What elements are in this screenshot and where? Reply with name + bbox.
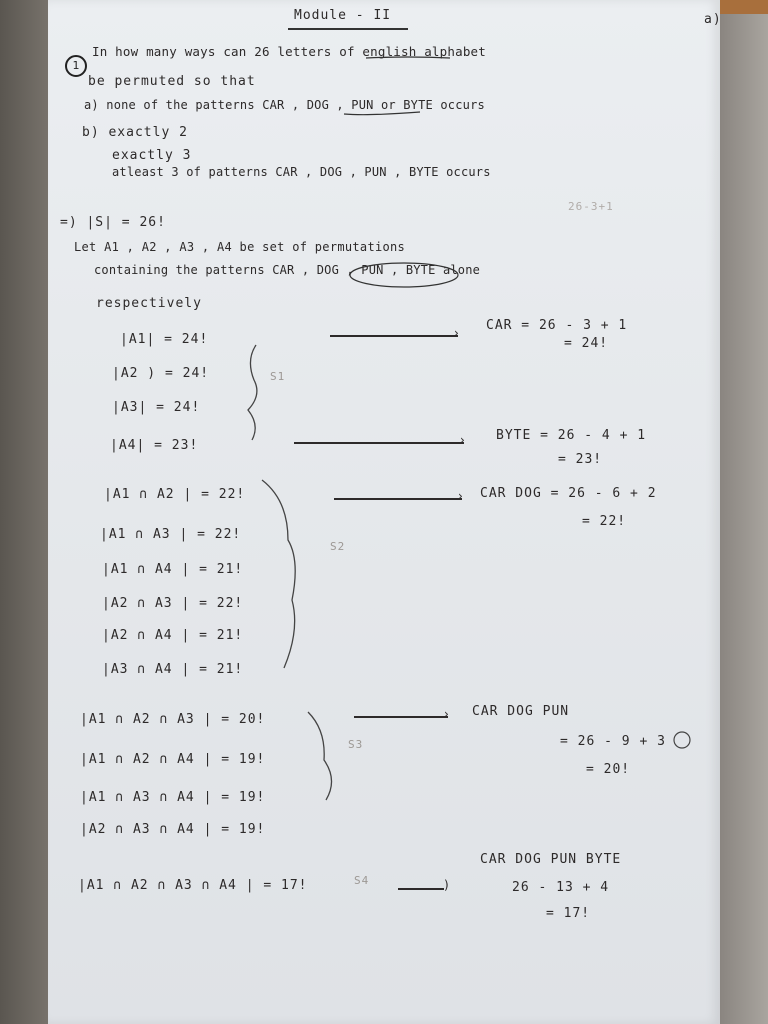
single-4: |A4| = 23! [110, 438, 199, 453]
pair-1: |A1 ∩ A2 | = 22! [104, 487, 246, 502]
triple-4: |A2 ∩ A3 ∩ A4 | = 19! [80, 822, 266, 837]
arrow-byte-head: › [460, 433, 465, 447]
calc-cardog-1: CAR DOG = 26 - 6 + 2 [480, 486, 657, 501]
corner-mark: a) [704, 12, 722, 27]
brace-singles [248, 345, 257, 440]
underline-26-letters [366, 57, 450, 58]
s1-label: S1 [270, 370, 286, 383]
calc-cardogpun-3: = 20! [586, 762, 631, 777]
quad: |A1 ∩ A2 ∩ A3 ∩ A4 | = 17! [78, 878, 308, 893]
triple-2: |A1 ∩ A2 ∩ A4 | = 19! [80, 752, 266, 767]
circle-3 [674, 732, 690, 748]
sample-space: =) |S| = 26! [60, 215, 166, 230]
pair-4: |A2 ∩ A3 | = 22! [102, 596, 244, 611]
calc-all-3: = 17! [546, 906, 591, 921]
pair-6: |A3 ∩ A4 | = 21! [102, 662, 244, 677]
brace-pairs [262, 480, 295, 668]
respectively-line: respectively [96, 296, 202, 311]
pair-3: |A1 ∩ A4 | = 21! [102, 562, 244, 577]
calc-cardogpun-1: CAR DOG PUN [472, 704, 570, 719]
s4-label: S4 [354, 874, 370, 887]
brace-triples [308, 712, 332, 800]
calc-byte-2: = 23! [558, 452, 603, 467]
question-line-1: In how many ways can 26 letters of english alphabet [92, 44, 487, 59]
pair-2: |A1 ∩ A3 | = 22! [100, 527, 242, 542]
arrow-cardogpun-head: › [444, 707, 449, 721]
question-number: 1 [65, 55, 87, 77]
triple-1: |A1 ∩ A2 ∩ A3 | = 20! [80, 712, 266, 727]
calc-all-1: CAR DOG PUN BYTE [480, 852, 622, 867]
single-3: |A3| = 24! [112, 400, 201, 415]
pair-5: |A2 ∩ A4 | = 21! [102, 628, 244, 643]
desk-right [720, 0, 768, 1024]
module-heading: Module - II [294, 8, 392, 23]
notebook-page [48, 0, 720, 1024]
calc-byte-1: BYTE = 26 - 4 + 1 [496, 428, 647, 443]
question-part-d: atleast 3 of patterns CAR , DOG , PUN , BYTE occurs [112, 165, 491, 179]
arrow-all-head: ) [444, 878, 449, 892]
let-line: Let A1 , A2 , A3 , A4 be set of permutations [74, 240, 406, 254]
triple-3: |A1 ∩ A3 ∩ A4 | = 19! [80, 790, 266, 805]
calc-car-1: CAR = 26 - 3 + 1 [486, 318, 628, 333]
single-1: |A1| = 24! [120, 332, 209, 347]
single-2: |A2 ) = 24! [112, 366, 210, 381]
calc-all-2: 26 - 13 + 4 [512, 880, 610, 895]
calc-cardogpun-2: = 26 - 9 + 3 [560, 734, 666, 749]
s3-label: S3 [348, 738, 364, 751]
underline-car-dog [344, 112, 420, 115]
side-note: 26-3+1 [568, 200, 614, 213]
pen-marks [48, 0, 720, 1024]
circle-car-dog [350, 263, 458, 287]
containing-line: containing the patterns CAR , DOG , PUN , BYTE alone [94, 263, 481, 277]
desk-left [0, 0, 48, 1024]
arrow-car-head: › [454, 326, 459, 340]
calc-car-2: = 24! [564, 336, 609, 351]
calc-cardog-2: = 22! [582, 514, 627, 529]
arrow-cardog-head: › [458, 489, 463, 503]
question-line-2: be permuted so that [88, 74, 256, 89]
question-part-a: a) none of the patterns CAR , DOG , PUN or BYTE occurs [84, 98, 485, 112]
question-part-b: b) exactly 2 [82, 125, 188, 140]
s2-label: S2 [330, 540, 346, 553]
question-part-c: exactly 3 [112, 148, 192, 163]
